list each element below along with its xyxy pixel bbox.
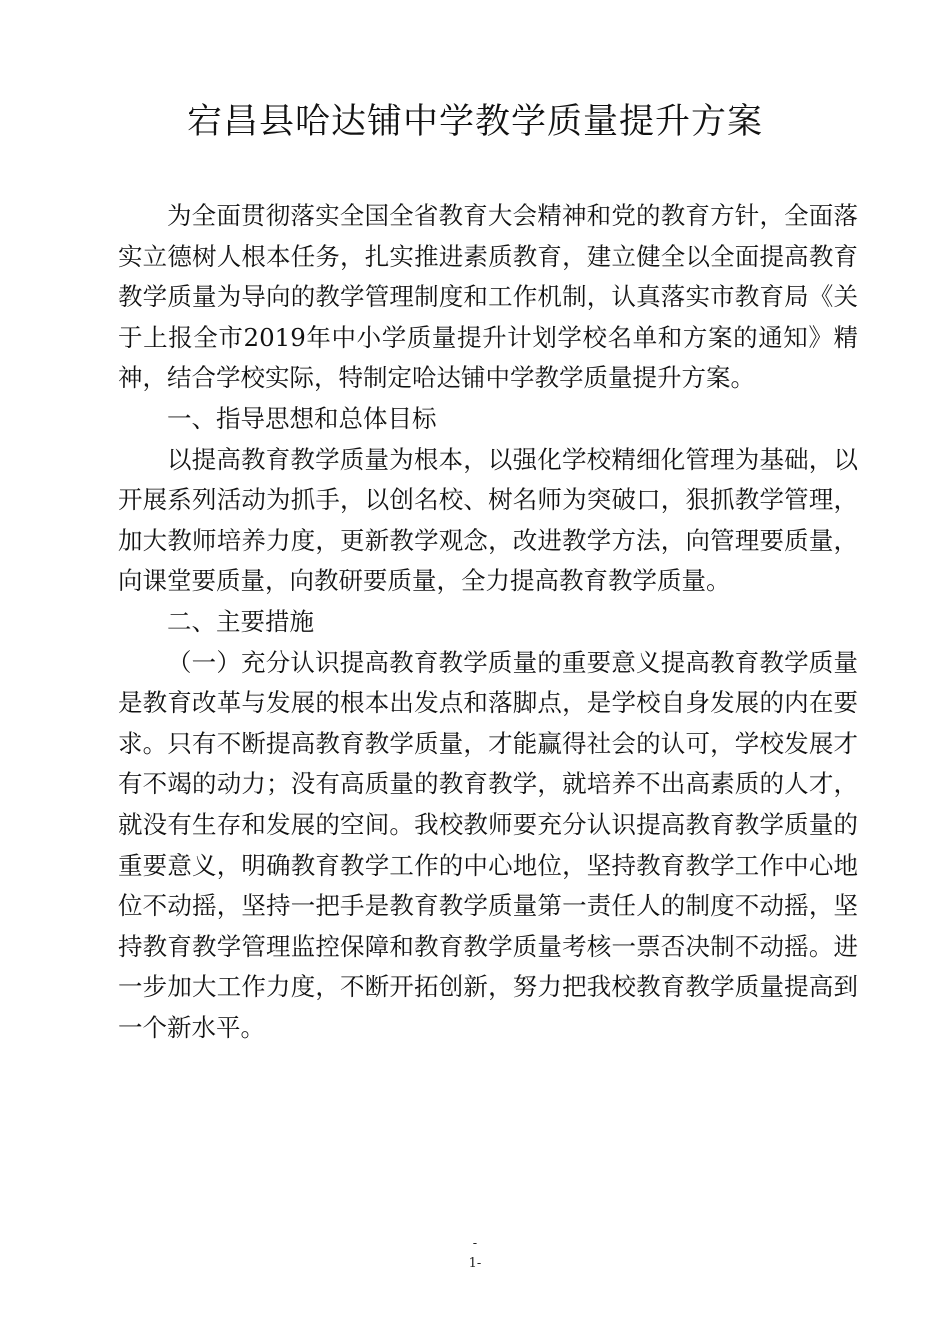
footer-dash: - xyxy=(472,1236,478,1251)
page-number: 1- xyxy=(468,1256,482,1271)
measure-one-paragraph: （一）充分认识提高教育教学质量的重要意义提高教育教学质量是教育改革与发展的根本出发点和落脚点，是学校自身发展的内在要求。只有不断提高教育教学质量，才能赢得社会的认可，学校发展才有不竭的动力；没有高质量的教育教学，就培养不出高素质的人才，就没有生存和发展的空间。我校教师要充分认识提高教育教学质量的重要意义，明确教育教学工作的中心地位，坚持教育教学工作中心地位不动摇，坚持一把手是教育教学质量第一责任人的制度不动摇，坚持教育教学管理监控保障和教育教学质量考核一票否决制不动摇。进一步加大工作力度，不断开拓创新，努力把我校教育教学质量提高到一个新水平。 xyxy=(118,647,858,1042)
section-heading-guiding-ideas: 一、指导思想和总体目标 xyxy=(167,403,437,433)
intro-paragraph: 为全面贯彻落实全国全省教育大会精神和党的教育方针，全面落实立德树人根本任务，扎实推进素质教育，建立健全以全面提高教育教学质量为导向的教学管理制度和工作机制，认真落实市教育局《关于上报全市2019年中小学质量提升计划学校名单和方案的通知》精神，结合学校实际，特制定哈达铺中学教学质量提升方案。 xyxy=(118,201,858,393)
guiding-ideas-paragraph: 以提高教育教学质量为根本，以强化学校精细化管理为基础，以开展系列活动为抓手，以创名校、树名师为突破口，狠抓教学管理，加大教师培养力度，更新教学观念，改进教学方法，向管理要质量，向课堂要质量，向教研要质量，全力提高教育教学质量。 xyxy=(118,444,858,596)
section-heading-main-measures: 二、主要措施 xyxy=(167,606,314,636)
document-body xyxy=(118,196,858,1048)
document-title: 宕昌县哈达铺中学教学质量提升方案 xyxy=(186,102,763,142)
